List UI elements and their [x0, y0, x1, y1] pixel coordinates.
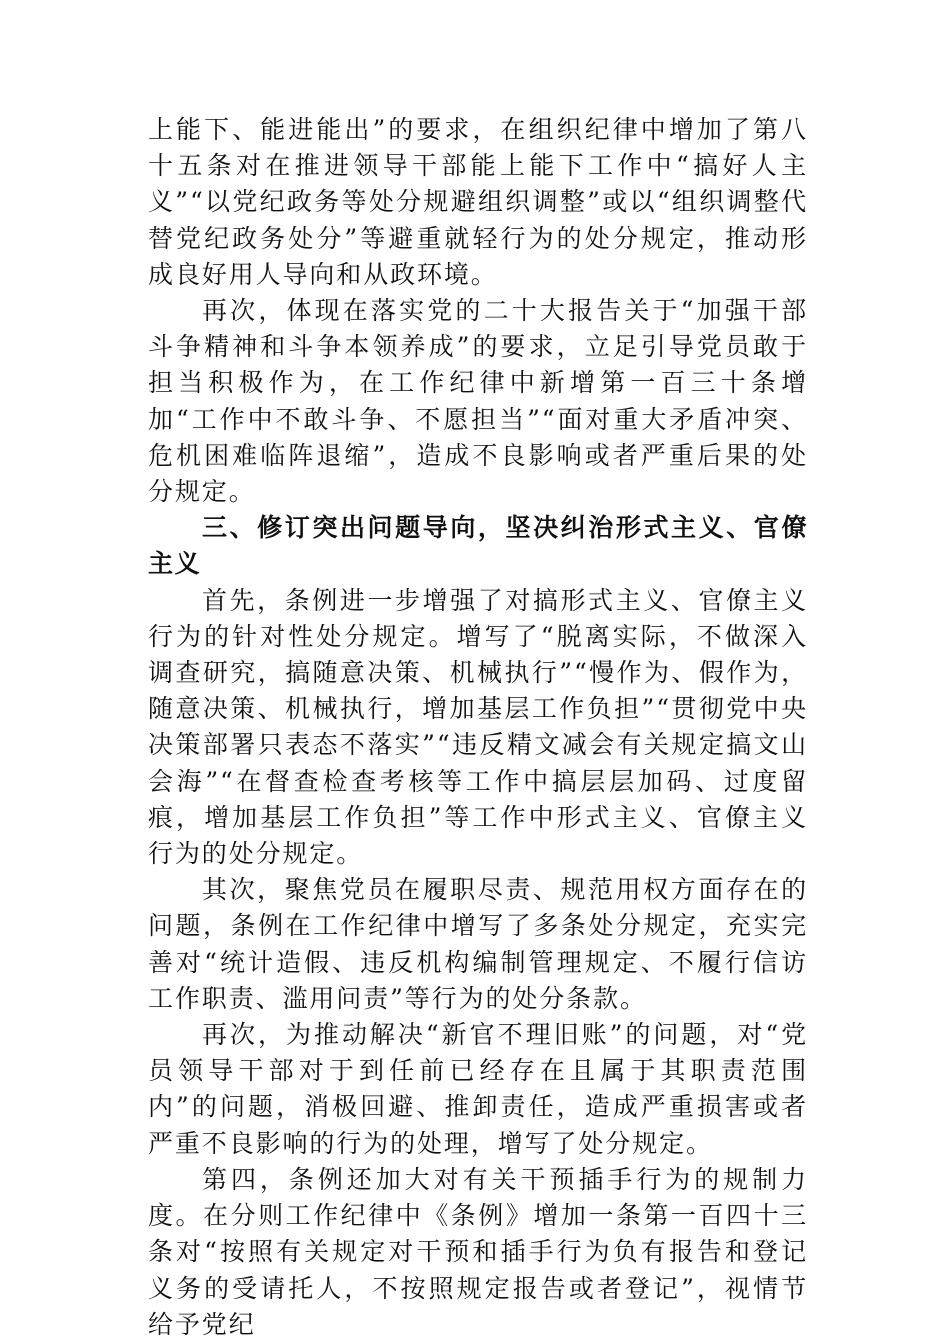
paragraph-continuation: 上能下、能进能出”的要求，在组织纪律中增加了第八十五条对在推进领导干部能上能下工作中“搞好人主义”“以党纪政务等处分规避组织调整”或以“组织调整代替党纪政务处分”等避重就轻行为的处分规定，推动形成良好用人导向和从政环境。: [148, 115, 808, 289]
document-page: [148, 112, 808, 1343]
paragraph-formalism-rules: 首先，条例进一步增强了对搞形式主义、官僚主义行为的针对性处分规定。增写了“脱离实际，不做深入调查研究，搞随意决策、机械执行”“慢作为、假作为，随意决策、机械执行，增加基层工作负担”“贯彻党中央决策部署只表态不落实”“违反精文减会有关规定搞文山会海”“在督查检查考核等工作中搞层层加码、过度留痕，增加基层工作负担”等工作中形式主义、官僚主义行为的处分规定。: [148, 585, 808, 869]
paragraph-duty-performance: 其次，聚焦党员在履职尽责、规范用权方面存在的问题，条例在工作纪律中增写了多条处分规定，充实完善对“统计造假、违反机构编制管理规定、不履行信访工作职责、滥用问责”等行为的处分条款。: [148, 875, 808, 1013]
paragraph-fighting-spirit: 再次，体现在落实党的二十大报告关于“加强干部斗争精神和斗争本领养成”的要求，立足引导党员敢于担当积极作为，在工作纪律中新增第一百三十条增加“工作中不敢斗争、不愿担当”“面对重大矛盾冲突、危机困难临阵退缩”，造成不良影响或者严重后果的处分规定。: [148, 296, 808, 507]
paragraph-interference: 第四，条例还加大对有关干预插手行为的规制力度。在分则工作纪律中《条例》增加一条第一百四十三条对“按照有关规定对干预和插手行为负有报告和登记义务的受请托人，不按照规定报告或者登记”，视情节给予党纪: [148, 1164, 808, 1339]
paragraph-old-accounts: 再次，为推动解决“新官不理旧账”的问题，对“党员领导干部对于到任前已经存在且属于其职责范围内”的问题，消极回避、推卸责任，造成严重损害或者严重不良影响的行为的处理，增写了处分规定。: [148, 1020, 808, 1158]
section-heading-three: 三、修订突出问题导向，坚决纠治形式主义、官僚主义: [148, 513, 808, 579]
